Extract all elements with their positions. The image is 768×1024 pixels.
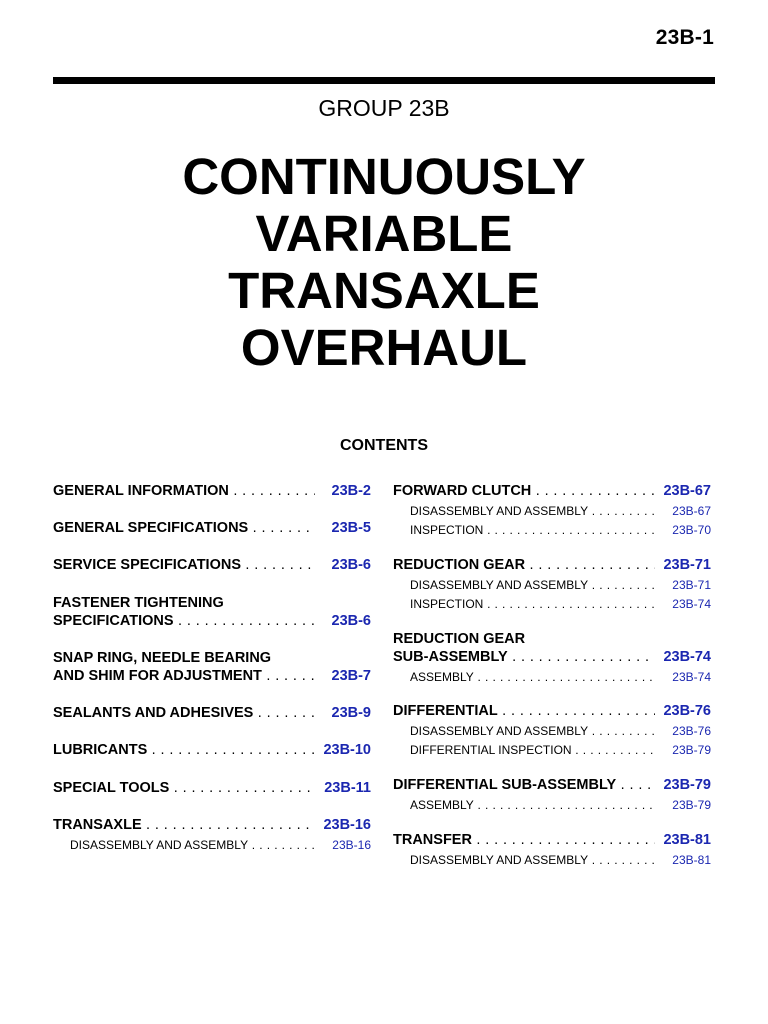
- toc-entry[interactable]: [393, 702, 711, 720]
- toc-entry-label: GENERAL INFORMATION . . .: [53, 482, 315, 500]
- toc-subentry-page[interactable]: 23B-70: [672, 523, 711, 537]
- toc-entry[interactable]: [53, 779, 371, 797]
- toc-entry-label: SPECIAL TOOLS . . .: [53, 779, 315, 797]
- toc-subentry[interactable]: [410, 597, 711, 612]
- toc-subentry[interactable]: [410, 670, 711, 685]
- toc-subentry-label: ASSEMBLY . . .: [410, 670, 655, 685]
- toc-entry-page[interactable]: 23B-67: [663, 483, 711, 499]
- toc-entry-label: REDUCTION GEAR . . .: [393, 556, 655, 574]
- toc-entry-label: DIFFERENTIAL . . .: [393, 702, 655, 720]
- toc-left-column: [53, 482, 371, 853]
- toc-subentry-page[interactable]: 23B-79: [672, 798, 711, 812]
- toc-entry-page[interactable]: 23B-11: [324, 780, 371, 796]
- toc-subentry-label: DIFFERENTIAL INSPECTION . . .: [410, 743, 655, 758]
- toc-entry-label: LUBRICANTS . . .: [53, 741, 315, 759]
- toc-subentry-label: DISASSEMBLY AND ASSEMBLY . . .: [410, 724, 655, 739]
- toc-subentry[interactable]: [410, 523, 711, 538]
- toc-subentry[interactable]: [410, 743, 711, 758]
- title-line: CONTINUOUSLY: [182, 148, 586, 205]
- toc-subentry-label: DISASSEMBLY AND ASSEMBLY . . .: [410, 853, 655, 868]
- toc-entry-page[interactable]: 23B-6: [331, 613, 371, 629]
- toc-entry-label: TRANSFER . . .: [393, 831, 655, 849]
- toc-subentry-page[interactable]: 23B-16: [332, 838, 371, 852]
- toc-subentry[interactable]: [410, 724, 711, 739]
- toc-entry-label: FORWARD CLUTCH . . .: [393, 482, 655, 500]
- toc-entry[interactable]: [53, 519, 371, 537]
- title-line: OVERHAUL: [240, 319, 528, 376]
- toc-subentry-page[interactable]: 23B-79: [672, 743, 711, 757]
- group-heading: GROUP 23B: [318, 95, 450, 121]
- toc-subentry[interactable]: [410, 504, 711, 519]
- toc-entry[interactable]: [393, 482, 711, 500]
- toc-subentry-page[interactable]: 23B-81: [672, 853, 711, 867]
- toc-entry-page[interactable]: 23B-5: [331, 520, 371, 536]
- toc-subentry-label: DISASSEMBLY AND ASSEMBLY . . .: [410, 578, 655, 593]
- toc-entry-page[interactable]: 23B-6: [331, 557, 371, 573]
- toc-entry[interactable]: [53, 704, 371, 722]
- toc-entry-page[interactable]: 23B-16: [323, 817, 371, 833]
- toc-entry[interactable]: [393, 630, 711, 666]
- toc-subentry[interactable]: [410, 853, 711, 868]
- toc-entry-page[interactable]: 23B-74: [663, 649, 711, 665]
- toc-entry[interactable]: [393, 556, 711, 574]
- toc-entry-page[interactable]: 23B-2: [331, 483, 371, 499]
- toc-entry-label: GENERAL SPECIFICATIONS . . .: [53, 519, 315, 537]
- toc-entry-page[interactable]: 23B-71: [663, 557, 711, 573]
- toc-entry[interactable]: [53, 741, 371, 759]
- toc-entry-label-line1: FASTENER TIGHTENING: [53, 595, 224, 611]
- toc-entry-label: TRANSAXLE . . .: [53, 816, 315, 834]
- toc-entry-page[interactable]: 23B-79: [663, 777, 711, 793]
- toc-subentry-page[interactable]: 23B-71: [672, 578, 711, 592]
- contents-heading: CONTENTS: [340, 437, 428, 454]
- toc-subentry-page[interactable]: 23B-74: [672, 670, 711, 684]
- toc-entry-page[interactable]: 23B-9: [331, 705, 371, 721]
- toc-entry-label: SUB-ASSEMBLY . . .: [393, 648, 655, 666]
- toc-entry-label-line1: SNAP RING, NEEDLE BEARING: [53, 650, 272, 666]
- toc-subentry-page[interactable]: 23B-67: [672, 504, 711, 518]
- toc-entry[interactable]: [53, 556, 371, 574]
- toc-entry-label: SEALANTS AND ADHESIVES . . .: [53, 704, 315, 722]
- toc-entry-page[interactable]: 23B-76: [663, 703, 711, 719]
- toc-entry-label: AND SHIM FOR ADJUSTMENT . . .: [53, 667, 315, 685]
- toc-entry[interactable]: [393, 831, 711, 849]
- toc-entry-page[interactable]: 23B-81: [663, 832, 711, 848]
- page-number: 23B-1: [655, 26, 714, 49]
- toc-subentry-label: DISASSEMBLY AND ASSEMBLY . . .: [410, 504, 655, 519]
- toc-entry[interactable]: [53, 482, 371, 500]
- toc-subentry-label: INSPECTION . . .: [410, 597, 655, 612]
- toc-entry-page[interactable]: 23B-7: [331, 668, 371, 684]
- title-line: VARIABLE: [255, 205, 513, 262]
- document-title: [0, 148, 768, 376]
- toc-subentry-label: DISASSEMBLY AND ASSEMBLY . . .: [70, 838, 315, 853]
- toc-entry[interactable]: [53, 594, 371, 630]
- toc-subentry[interactable]: [410, 798, 711, 813]
- toc-right-column: [393, 482, 711, 868]
- toc-entry[interactable]: [393, 776, 711, 794]
- toc-subentry-label: INSPECTION . . .: [410, 523, 655, 538]
- toc-subentry[interactable]: [410, 578, 711, 593]
- toc-entry-label: SERVICE SPECIFICATIONS . . .: [53, 556, 315, 574]
- toc-entry-page[interactable]: 23B-10: [323, 742, 371, 758]
- toc-subentry-page[interactable]: 23B-76: [672, 724, 711, 738]
- toc-entry-label: DIFFERENTIAL SUB-ASSEMBLY . . .: [393, 776, 655, 794]
- toc-subentry[interactable]: [70, 838, 371, 853]
- toc-subentry-page[interactable]: 23B-74: [672, 597, 711, 611]
- title-line: TRANSAXLE: [228, 262, 540, 319]
- toc-entry[interactable]: [53, 816, 371, 834]
- toc-entry-label-line1: REDUCTION GEAR: [393, 631, 526, 647]
- toc-entry-label: SPECIFICATIONS . . .: [53, 612, 315, 630]
- toc-entry[interactable]: [53, 649, 371, 685]
- header-rule: [53, 77, 715, 84]
- toc-subentry-label: ASSEMBLY . . .: [410, 798, 655, 813]
